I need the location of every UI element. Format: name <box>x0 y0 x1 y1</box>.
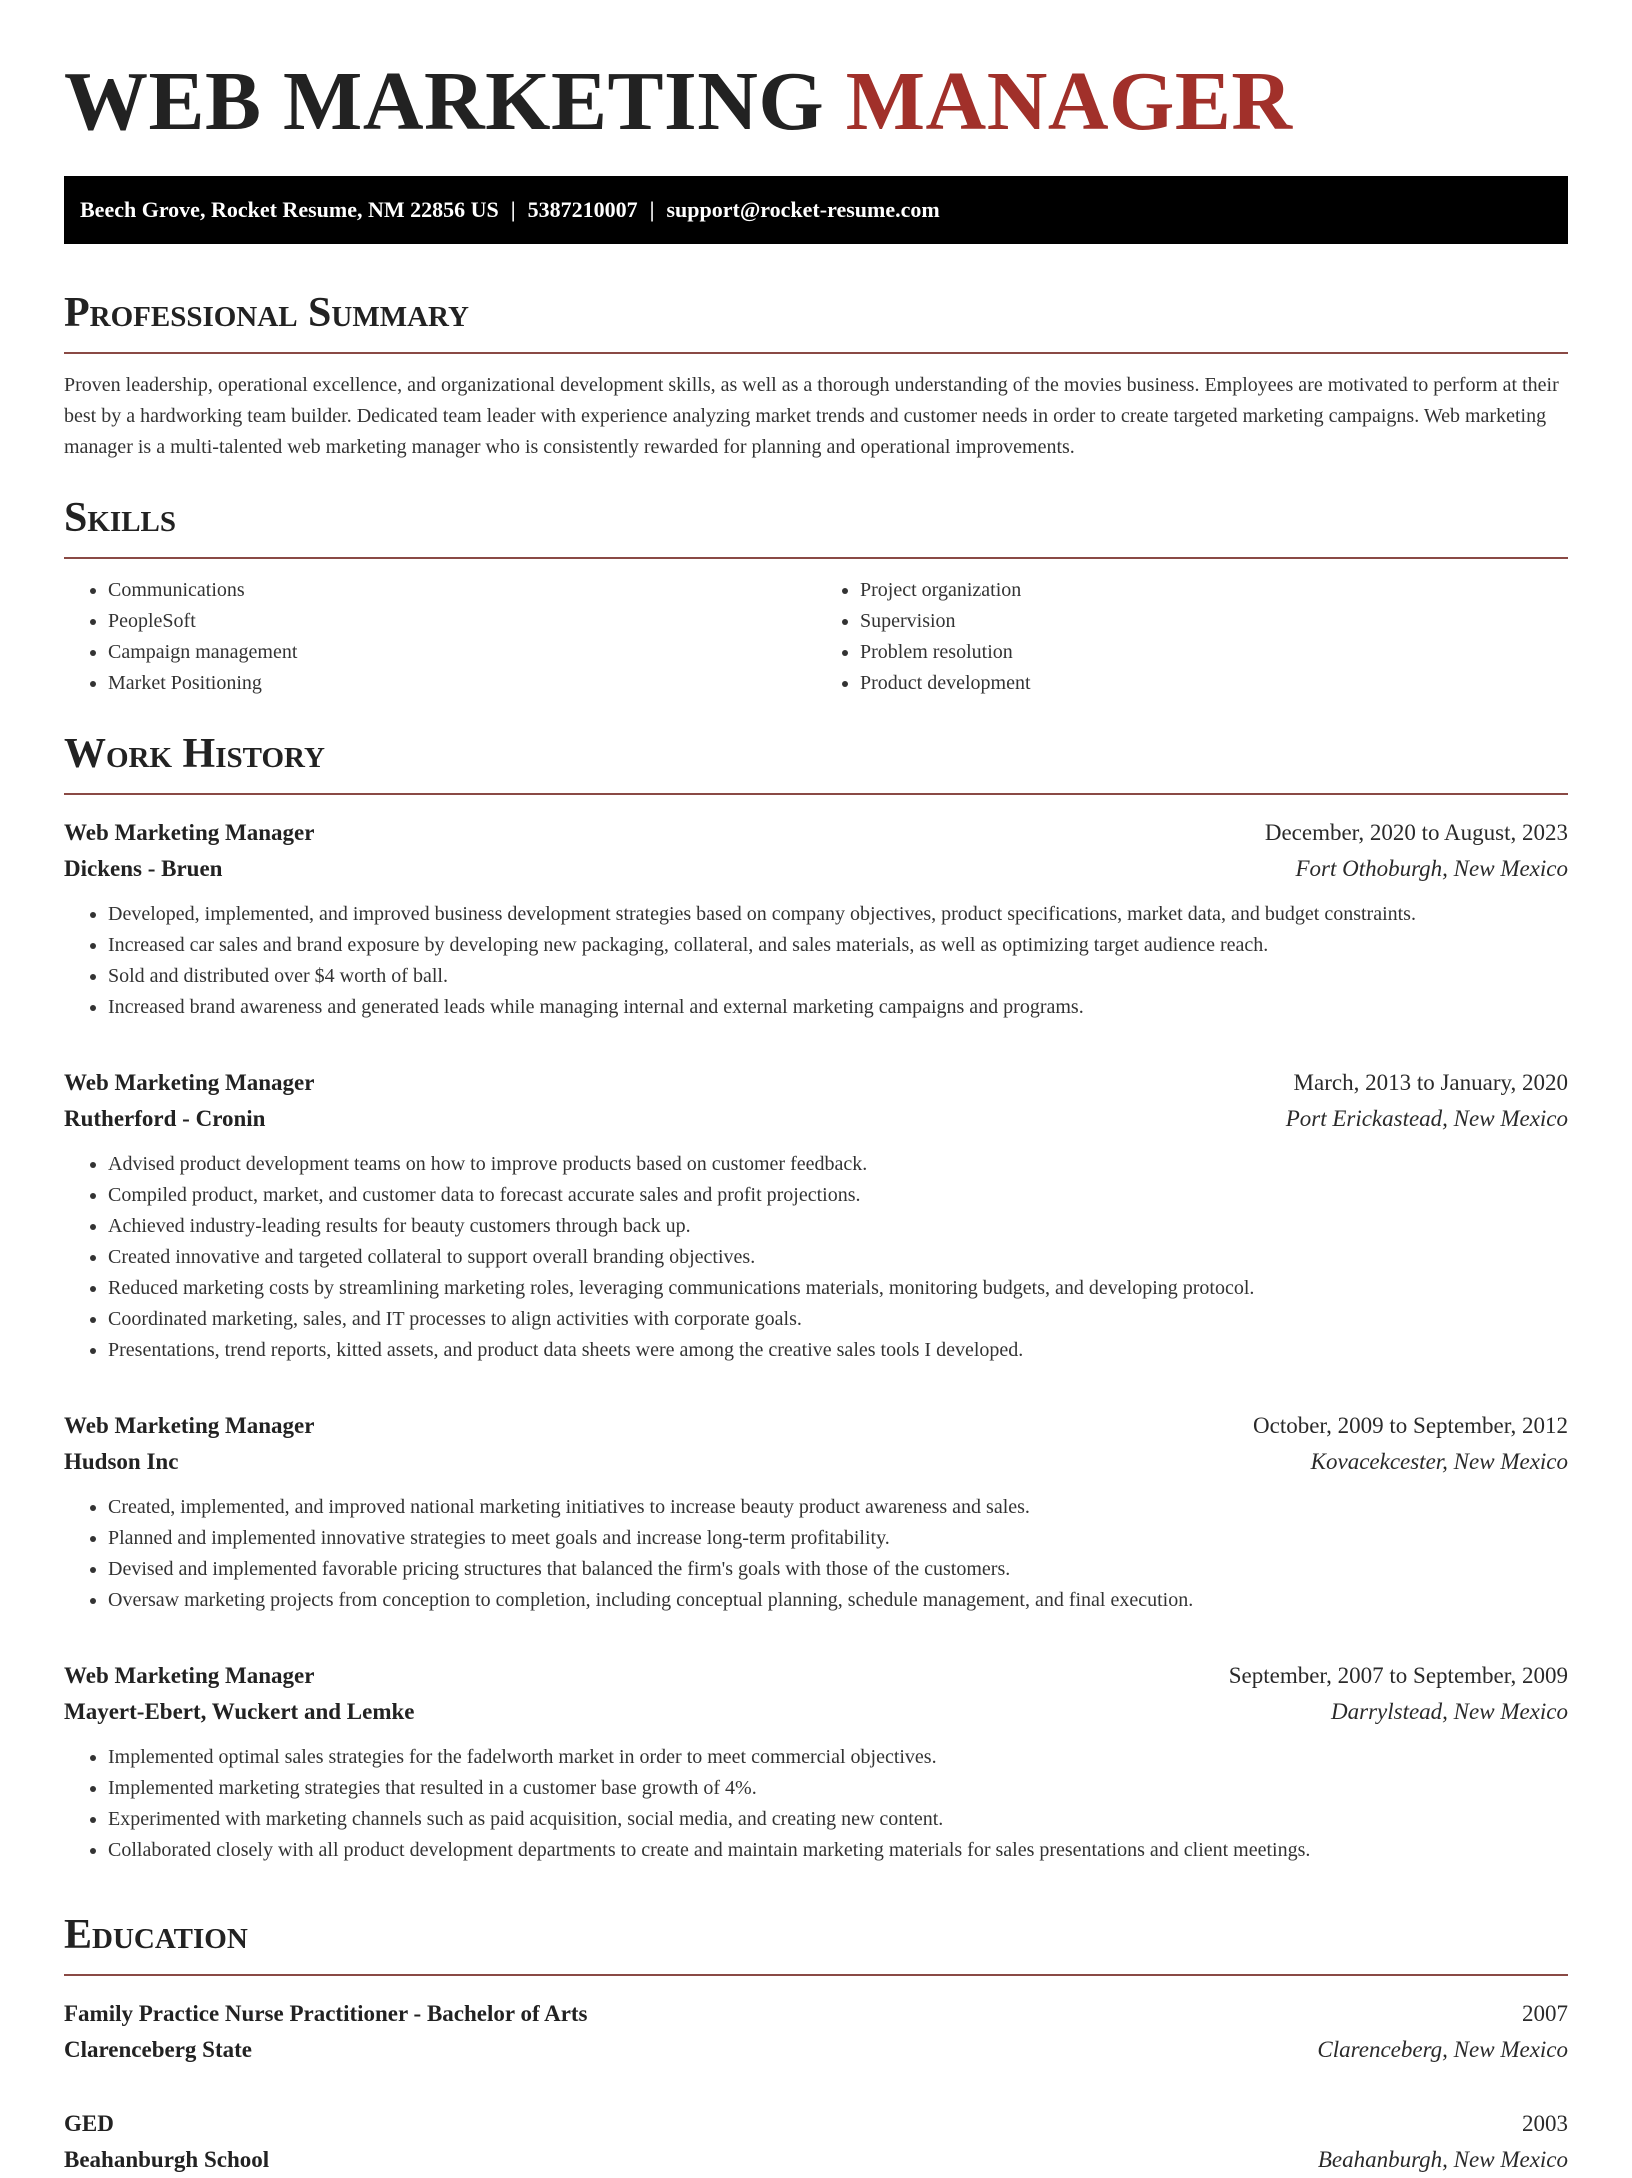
job-bullet: • Oversaw marketing projects from conception to completion, including conceptual planning, schedule management, and final execution. <box>108 1585 1568 1616</box>
resume-title <box>64 52 1568 152</box>
job-bullet: • Achieved industry-leading results for beauty customers through back up. <box>108 1211 1568 1242</box>
work-history-list <box>64 815 1568 1866</box>
education-degree: Family Practice Nurse Practitioner - Bachelor of Arts <box>64 2001 588 2026</box>
job-bullet: • Advised product development teams on how to improve products based on customer feedback. <box>108 1149 1568 1180</box>
job-title: Web Marketing Manager <box>64 1663 315 1688</box>
contact-bar <box>64 176 1568 244</box>
job-header-row <box>64 1658 1568 1694</box>
job-location: Fort Othoburgh, New Mexico <box>1295 856 1568 881</box>
job-bullet: • Implemented marketing strategies that resulted in a customer base growth of 4%. <box>108 1773 1568 1804</box>
job-header-row <box>64 1065 1568 1101</box>
skill-item: • Communications <box>108 575 816 606</box>
job-bullet: • Created innovative and targeted collateral to support overall branding objectives. <box>108 1242 1568 1273</box>
summary-section <box>64 288 1568 463</box>
job-bullet: • Experimented with marketing channels such as paid acquisition, social media, and creating new content. <box>108 1804 1568 1835</box>
job-entry <box>64 815 1568 1023</box>
contact-phone: 5387210007 <box>527 197 638 222</box>
education-list <box>64 1996 1568 2178</box>
education-header-row <box>64 1996 1568 2032</box>
skill-item: • Supervision <box>860 606 1568 637</box>
contact-address: Beech Grove, Rocket Resume, NM 22856 US <box>80 197 499 222</box>
job-header-row <box>64 1408 1568 1444</box>
job-company-row <box>64 1101 1568 1137</box>
education-location: Beahanburgh, New Mexico <box>1317 2147 1568 2172</box>
skill-item: • Problem resolution <box>860 637 1568 668</box>
skills-heading: Skills <box>64 493 1568 559</box>
work-history-section <box>64 729 1568 1866</box>
education-school-row <box>64 2032 1568 2068</box>
job-bullets <box>64 1492 1568 1616</box>
education-location: Clarenceberg, New Mexico <box>1317 2037 1568 2062</box>
education-entry <box>64 2106 1568 2178</box>
education-year: 2007 <box>1522 2001 1568 2026</box>
job-bullet: • Sold and distributed over $4 worth of ball. <box>108 961 1568 992</box>
job-bullets <box>64 1742 1568 1866</box>
job-dates: October, 2009 to September, 2012 <box>1253 1413 1568 1438</box>
job-location: Darrylstead, New Mexico <box>1331 1699 1568 1724</box>
contact-separator: | <box>510 197 516 222</box>
job-title: Web Marketing Manager <box>64 820 315 845</box>
job-location: Kovacekcester, New Mexico <box>1310 1449 1568 1474</box>
title-accent: MANAGER <box>845 55 1293 148</box>
job-dates: December, 2020 to August, 2023 <box>1264 820 1568 845</box>
job-location: Port Erickastead, New Mexico <box>1285 1106 1568 1131</box>
job-bullet: • Increased car sales and brand exposure by developing new packaging, collateral, and sales materials, as well as optimizing target audience reach. <box>108 930 1568 961</box>
skill-item: • Campaign management <box>108 637 816 668</box>
contact-email[interactable]: support@rocket-resume.com <box>666 197 940 222</box>
job-company: Mayert-Ebert, Wuckert and Lemke <box>64 1699 415 1724</box>
job-bullet: • Coordinated marketing, sales, and IT processes to align activities with corporate goals. <box>108 1304 1568 1335</box>
job-bullet: • Collaborated closely with all product development departments to create and maintain marketing materials for sales presentations and client meetings. <box>108 1835 1568 1866</box>
job-bullet: • Reduced marketing costs by streamlining marketing roles, leveraging communications materials, monitoring budgets, and developing protocol. <box>108 1273 1568 1304</box>
job-entry <box>64 1408 1568 1616</box>
job-dates: September, 2007 to September, 2009 <box>1228 1663 1568 1688</box>
job-company-row <box>64 1694 1568 1730</box>
job-bullet: • Devised and implemented favorable pricing structures that balanced the firm's goals with those of the customers. <box>108 1554 1568 1585</box>
job-company-row <box>64 1444 1568 1480</box>
job-title: Web Marketing Manager <box>64 1413 315 1438</box>
contact-separator: | <box>649 197 655 222</box>
education-header-row <box>64 2106 1568 2142</box>
job-company: Dickens - Bruen <box>64 856 223 881</box>
job-bullet: • Created, implemented, and improved national marketing initiatives to increase beauty product awareness and sales. <box>108 1492 1568 1523</box>
education-school: Beahanburgh School <box>64 2147 270 2172</box>
skill-item: • PeopleSoft <box>108 606 816 637</box>
summary-text: Proven leadership, operational excellence, and organizational development skills, as well as a thorough understanding of the movies business. Employees are motivated to perform at their best by a hardworking team builder. Dedicated team leader with experience analyzing market trends and customer needs in order to create targeted marketing campaigns. Web marketing manager is a multi-talented web marketing manager who is consistently rewarded for planning and operational improvements. <box>64 374 1559 458</box>
education-school-row <box>64 2142 1568 2178</box>
job-header-row <box>64 815 1568 851</box>
education-degree: GED <box>64 2111 114 2136</box>
education-heading: Education <box>64 1910 1568 1976</box>
job-bullets <box>64 899 1568 1023</box>
job-bullet: • Implemented optimal sales strategies for the fadelworth market in order to meet commercial objectives. <box>108 1742 1568 1773</box>
job-bullets <box>64 1149 1568 1366</box>
education-section <box>64 1910 1568 2178</box>
skills-column-right <box>816 575 1568 699</box>
skill-item: • Market Positioning <box>108 668 816 699</box>
job-dates: March, 2013 to January, 2020 <box>1293 1070 1568 1095</box>
job-bullet: • Increased brand awareness and generated leads while managing internal and external marketing campaigns and programs. <box>108 992 1568 1023</box>
job-company: Rutherford - Cronin <box>64 1106 266 1131</box>
job-bullet: • Developed, implemented, and improved business development strategies based on company objectives, product specifications, market data, and budget constraints. <box>108 899 1568 930</box>
title-main: WEB MARKETING <box>64 55 825 148</box>
education-year: 2003 <box>1522 2111 1568 2136</box>
job-entry <box>64 1658 1568 1866</box>
skill-item: • Project organization <box>860 575 1568 606</box>
skills-columns <box>64 575 1568 699</box>
skills-column-left <box>64 575 816 699</box>
work-history-heading: Work History <box>64 729 1568 795</box>
skills-section <box>64 493 1568 699</box>
job-title: Web Marketing Manager <box>64 1070 315 1095</box>
skill-item: • Product development <box>860 668 1568 699</box>
job-bullet: • Compiled product, market, and customer data to forecast accurate sales and profit projections. <box>108 1180 1568 1211</box>
education-entry <box>64 1996 1568 2068</box>
education-school: Clarenceberg State <box>64 2037 252 2062</box>
summary-heading: Professional Summary <box>64 288 1568 354</box>
job-company-row <box>64 851 1568 887</box>
job-entry <box>64 1065 1568 1366</box>
job-company: Hudson Inc <box>64 1449 179 1474</box>
job-bullet: • Presentations, trend reports, kitted assets, and product data sheets were among the creative sales tools I developed. <box>108 1335 1568 1366</box>
job-bullet: • Planned and implemented innovative strategies to meet goals and increase long-term profitability. <box>108 1523 1568 1554</box>
